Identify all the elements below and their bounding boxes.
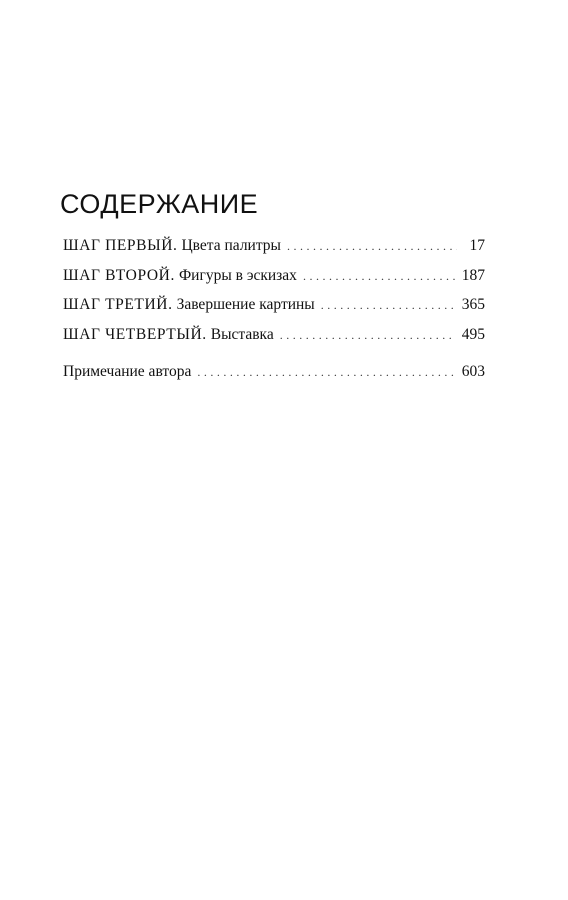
toc-step-label: ШАГ ТРЕТИЙ. xyxy=(63,296,173,313)
dot-leader xyxy=(321,295,456,315)
toc-chapter-title: Выставка xyxy=(210,325,274,343)
toc-chapter-title: Фигуры в эскизах xyxy=(178,266,297,284)
toc-entry-step-1[interactable] xyxy=(63,236,485,266)
contents-heading: СОДЕРЖАНИЕ xyxy=(60,189,259,219)
toc-entry-step-3[interactable] xyxy=(63,295,485,325)
toc-page-number: 495 xyxy=(461,325,485,343)
dot-leader xyxy=(197,362,455,382)
toc-entry-step-4[interactable] xyxy=(63,325,485,355)
contents-list xyxy=(63,236,485,392)
toc-page-number: 17 xyxy=(469,237,485,254)
toc-chapter-title: Завершение картины xyxy=(176,296,315,313)
toc-step-label: ШАГ ПЕРВЫЙ. xyxy=(63,237,178,254)
toc-note-title: Примечание автора xyxy=(63,363,192,380)
dot-leader xyxy=(280,325,456,345)
toc-page-number: 187 xyxy=(461,266,485,284)
toc-step-label: ШАГ ЧЕТВЕРТЫЙ. xyxy=(63,325,207,343)
toc-step-label: ШАГ ВТОРОЙ. xyxy=(63,266,175,284)
toc-entry-author-note[interactable] xyxy=(63,362,485,392)
dot-leader xyxy=(303,266,456,286)
toc-entry-step-2[interactable] xyxy=(63,266,485,296)
toc-page-number: 603 xyxy=(461,363,485,380)
toc-page-number: 365 xyxy=(461,296,485,313)
dot-leader xyxy=(287,236,457,256)
toc-chapter-title: Цвета палитры xyxy=(181,237,281,254)
